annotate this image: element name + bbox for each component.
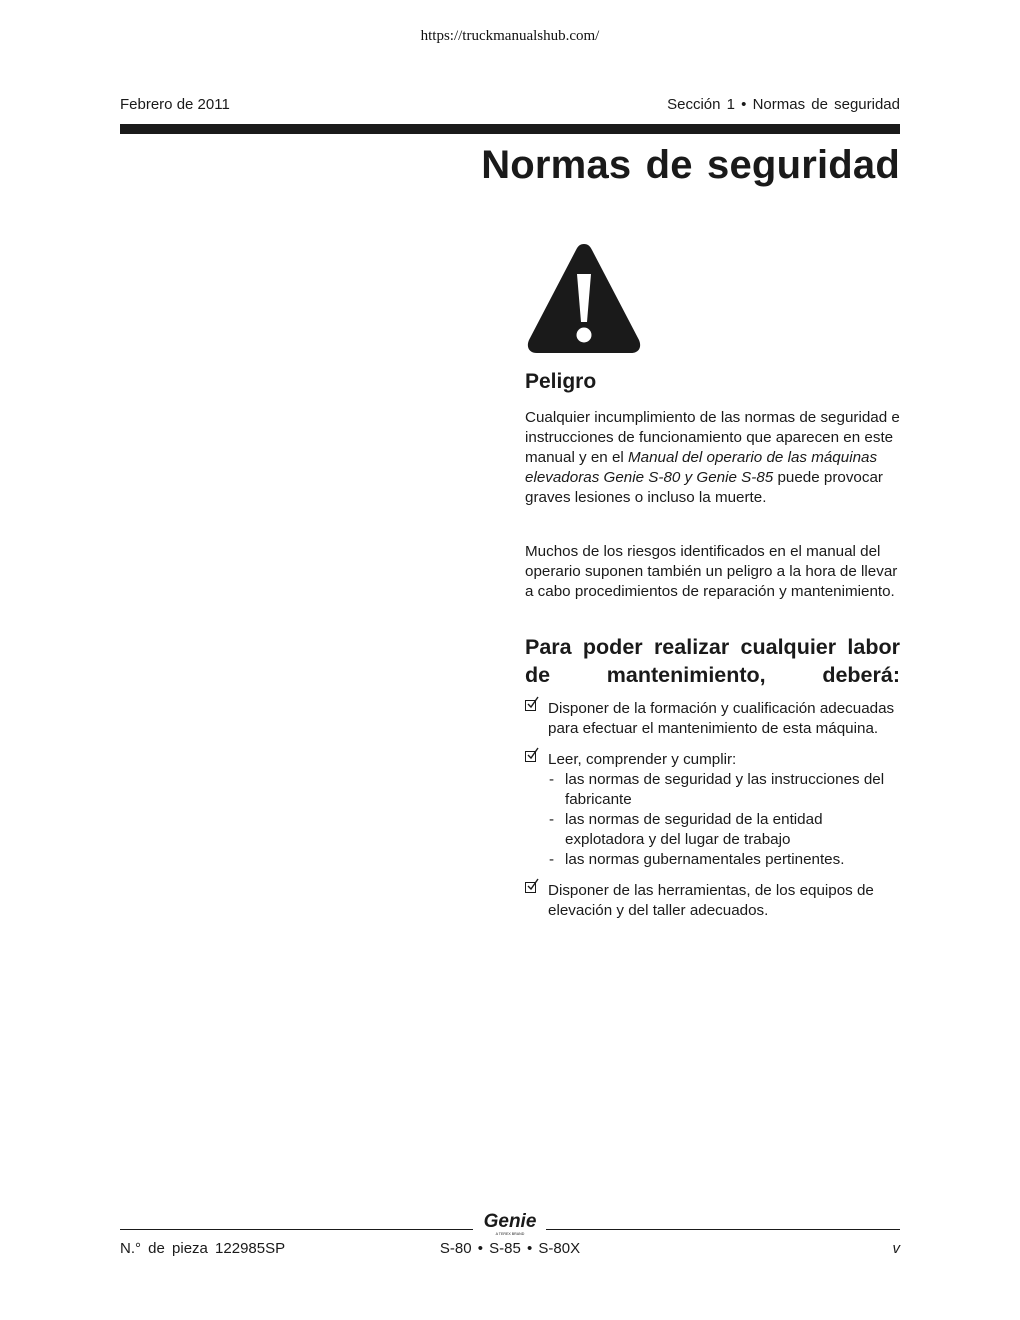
danger-paragraph-1: Cualquier incumplimiento de las normas de seguridad e instrucciones de funcionamiento que aparecen en este manual y en el Manual del operario de las máquinas elevadoras Genie S-80 y Genie S-85 puede provocar graves lesiones o incluso la muerte.	[525, 409, 900, 506]
requirements-list	[525, 699, 900, 921]
sublist-item: - las normas gubernamentales pertinentes.	[548, 850, 900, 870]
warning-triangle-icon	[525, 240, 643, 357]
header-date: Febrero de 2011	[120, 96, 230, 113]
page-title: Normas de seguridad	[481, 143, 900, 187]
requirement-item: Disponer de la formación y cualificación adecuadas para efectuar el mantenimiento de esta máquina.	[525, 699, 900, 739]
header-section: Sección 1 • Normas de seguridad	[667, 96, 900, 113]
sublist-item: - las normas de seguridad de la entidad explotadora y del lugar de trabajo	[548, 810, 900, 850]
manual-title: Manual del operario de las máquinas elevadoras Genie S-80 y Genie S-85	[525, 449, 878, 486]
genie-logo	[479, 1210, 541, 1238]
maintenance-heading: Para poder realizar cualquier labor de mantenimiento, deberá:	[525, 635, 900, 687]
danger-heading: Peligro	[525, 370, 597, 393]
rules-sublist	[548, 770, 900, 870]
checkbox-checked-icon	[525, 882, 536, 893]
footer-rule-left	[120, 1229, 473, 1230]
danger-paragraph-2: Muchos de los riesgos identificados en el manual del operario suponen también un peligro a la hora de llevar a cabo procedimientos de reparación y mantenimiento.	[525, 543, 898, 600]
checkbox-checked-icon	[525, 700, 536, 711]
checkbox-checked-icon	[525, 751, 536, 762]
svg-text:Genie: Genie	[483, 1211, 537, 1232]
svg-text:A TEREX BRAND: A TEREX BRAND	[495, 1232, 525, 1236]
part-number: N.° de pieza 122985SP	[120, 1240, 286, 1257]
model-list: S-80 • S-85 • S-80X	[439, 1240, 581, 1257]
header-rule	[120, 124, 900, 134]
requirement-item: Leer, comprender y cumplir: - las normas de seguridad y las instrucciones del fabricante - las normas de seguridad de la entidad explotadora y del lugar de trabajo - las normas gubernamentales pertinentes.	[525, 750, 900, 870]
footer-rule-right	[546, 1229, 900, 1230]
source-url: https://truckmanualshub.com/	[420, 28, 600, 44]
sublist-item: - las normas de seguridad y las instrucciones del fabricante	[548, 770, 900, 810]
page-number: v	[892, 1240, 900, 1257]
requirement-item: Disponer de las herramientas, de los equipos de elevación y del taller adecuados.	[525, 881, 900, 921]
